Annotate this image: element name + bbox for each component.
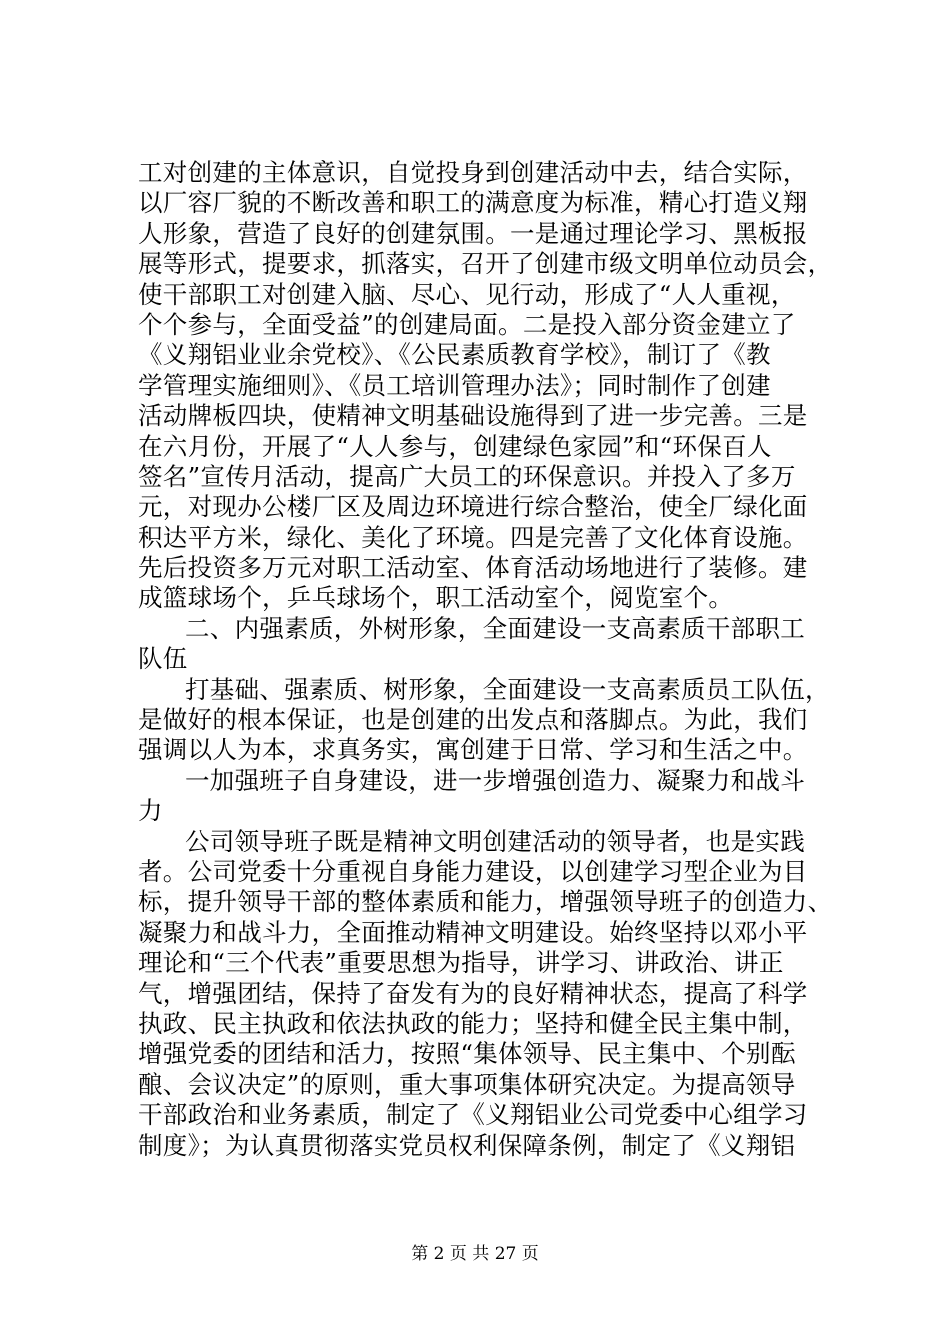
text-line: 以厂容厂貌的不断改善和职工的满意度为标准，精心打造义翔: [138, 188, 808, 218]
page-footer: 第 2 页 共 27 页: [411, 1244, 539, 1264]
text-line: 制度》；为认真贯彻落实党员权利保障条例，制定了《义翔铝: [138, 1130, 796, 1160]
text-line: 人形象，营造了良好的创建氛围。一是通过理论学习、黑板报: [138, 218, 808, 248]
document-body: [138, 158, 838, 1161]
text-line: 者。公司党委十分重视自身能力建设，以创建学习型企业为目: [138, 856, 808, 886]
text-line: 打基础、强素质、树形象，全面建设一支高素质员工队伍，: [185, 674, 830, 704]
text-line: 在六月份，开展了“人人参与，创建绿色家园”和“环保百人: [138, 431, 772, 461]
text-line: 二、内强素质，外树形象，全面建设一支高素质干部职工: [185, 613, 805, 643]
text-line: 公司领导班子既是精神文明创建活动的领导者，也是实践: [185, 826, 805, 856]
text-line: 一加强班子自身建设，进一步增强创造力、凝聚力和战斗: [185, 765, 805, 795]
text-line: 《义翔铝业业余党校》、《公民素质教育学校》，制订了《教: [138, 340, 771, 370]
text-line: 执政、民主执政和依法执政的能力；坚持和健全民主集中制，: [138, 1008, 808, 1038]
text-line: 工对创建的主体意识，自觉投身到创建活动中去，结合实际，: [138, 158, 808, 187]
text-line: 标，提升领导干部的整体素质和能力，增强领导班子的创造力、: [138, 887, 833, 917]
text-line: 使干部职工对创建入脑、尽心、见行动，形成了“人人重视，: [138, 279, 796, 309]
text-line: 学管理实施细则》、《员工培训管理办法》；同时制作了创建: [138, 370, 771, 400]
text-line: 成篮球场个，乒乓球场个，职工活动室个，阅览室个。: [138, 583, 734, 613]
text-line: 力: [138, 796, 163, 826]
text-line: 元，对现办公楼厂区及周边环境进行综合整治，使全厂绿化面: [138, 492, 808, 522]
text-line: 理论和“三个代表”重要思想为指导，讲学习、讲政治、讲正: [138, 948, 784, 978]
text-line: 个个参与，全面受益”的创建局面。二是投入部分资金建立了: [138, 309, 796, 339]
text-line: 积达平方米，绿化、美化了环境。四是完善了文化体育设施。: [138, 522, 808, 552]
text-line: 是做好的根本保证，也是创建的出发点和落脚点。为此，我们: [138, 705, 808, 735]
text-line: 气，增强团结，保持了奋发有为的良好精神状态，提高了科学: [138, 978, 808, 1008]
text-line: 先后投资多万元对职工活动室、体育活动场地进行了装修。建: [138, 553, 808, 583]
text-line: 凝聚力和战斗力，全面推动精神文明建设。始终坚持以邓小平: [138, 917, 808, 947]
text-line: 干部政治和业务素质，制定了《义翔铝业公司党委中心组学习: [138, 1100, 808, 1130]
text-line: 活动牌板四块，使精神文明基础设施得到了进一步完善。三是: [138, 401, 808, 431]
text-line: 签名”宣传月活动，提高广大员工的环保意识。并投入了多万: [138, 461, 796, 491]
text-line: 展等形式，提要求，抓落实，召开了创建市级文明单位动员会，: [138, 249, 833, 279]
text-line: 增强党委的团结和活力，按照“集体领导、民主集中、个别酝: [138, 1039, 796, 1069]
text-line: 强调以人为本，求真务实，寓创建于日常、学习和生活之中。: [138, 735, 808, 765]
text-line: 酿、会议决定”的原则，重大事项集体研究决定。为提高领导: [138, 1069, 796, 1099]
text-line: 队伍: [138, 644, 188, 674]
